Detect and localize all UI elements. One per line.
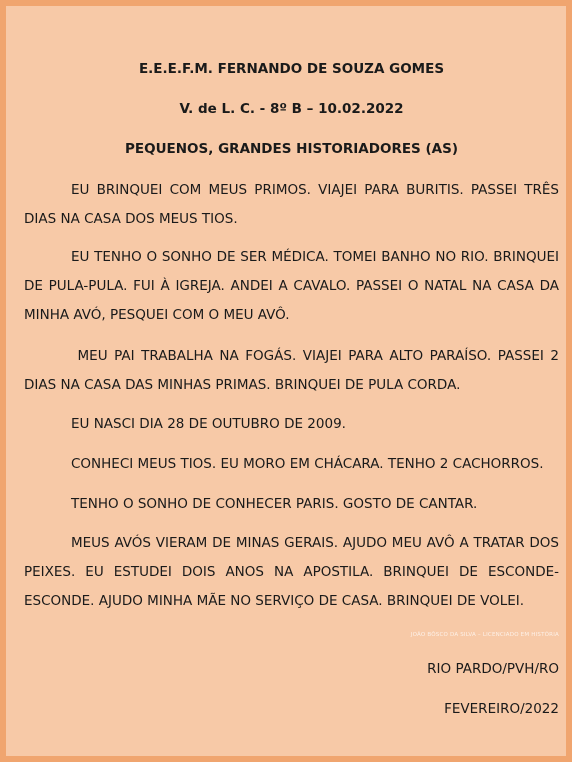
- class-date-line: V. de L. C. - 8º B – 10.02.2022: [179, 101, 404, 117]
- paragraph: CONHECI MEUS TIOS. EU MORO EM CHÁCARA. TENHO 2 CACHORROS.: [71, 456, 544, 472]
- school-name: E.E.E.F.M. FERNANDO DE SOUZA GOMES: [138, 61, 445, 77]
- document-title: PEQUENOS, GRANDES HISTORIADORES (AS): [124, 141, 458, 157]
- paragraph: MEU PAI TRABALHA NA FOGÁS. VIAJEI PARA ALTO PARAÍSO. PASSEI 2 DIAS NA CASA DAS MINHAS PRIMAS. BRINQUEI DE PULA CORDA.: [24, 348, 559, 393]
- paragraph: EU TENHO O SONHO DE SER MÉDICA. TOMEI BANHO NO RIO. BRINQUEI DE PULA-PULA. FUI À IGREJA. ANDEI A CAVALO. PASSEI O NATAL NA CASA DA MINHA AVÓ, PESQUEI COM O MEU AVÔ.: [24, 249, 559, 323]
- place-line: RIO PARDO/PVH/RO: [427, 661, 559, 677]
- date-line: FEVEREIRO/2022: [444, 701, 559, 717]
- paragraph: EU NASCI DIA 28 DE OUTUBRO DE 2009.: [71, 416, 346, 432]
- paragraph: EU BRINQUEI COM MEUS PRIMOS. VIAJEI PARA BURITIS. PASSEI TRÊS DIAS NA CASA DOS MEUS TIOS.: [24, 182, 559, 227]
- paragraph: TENHO O SONHO DE CONHECER PARIS. GOSTO DE CANTAR.: [71, 496, 478, 512]
- paragraph: MEUS AVÓS VIERAM DE MINAS GERAIS. AJUDO MEU AVÔ A TRATAR DOS PEIXES. EU ESTUDEI DOIS ANOS NA APOSTILA. BRINQUEI DE ESCONDE-ESCONDE. AJUDO MINHA MÃE NO SERVIÇO DE CASA. BRINQUEI DE VOLEI.: [24, 535, 559, 609]
- author-credit: JOÃO BÔSCO DA SILVA – LICENCIADO EM HISTÓRIA: [410, 632, 559, 638]
